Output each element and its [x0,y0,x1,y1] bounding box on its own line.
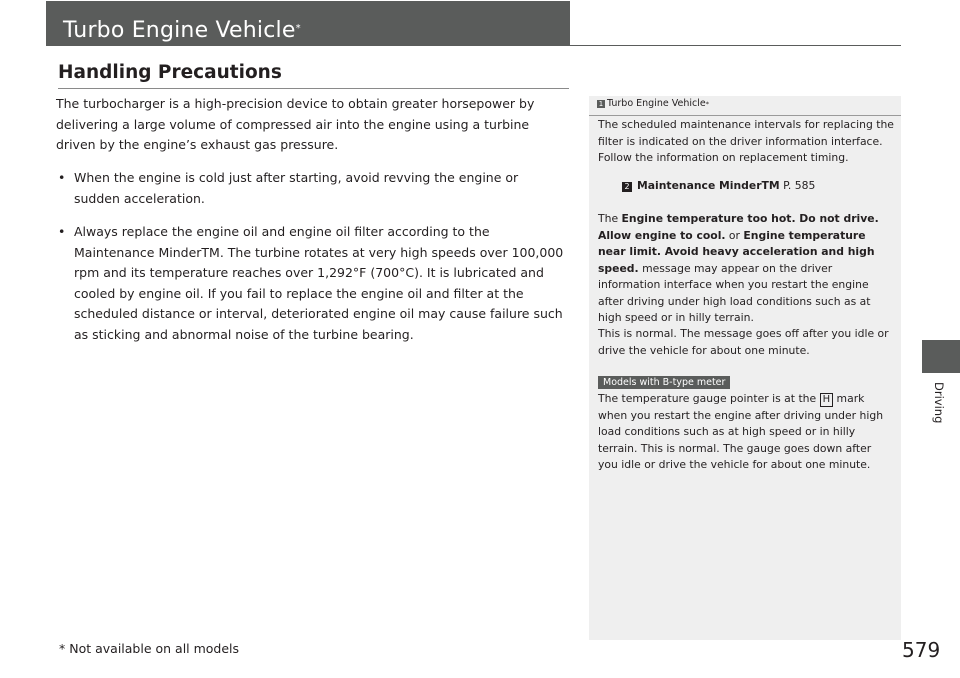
page-title-bar [46,1,570,46]
text-run: message may appear on the driver information interface when you restart the engine after driving under high load conditions such as at high speed or in hilly terrain. [598,261,871,324]
intro-paragraph: The turbocharger is a high-precision device to obtain greater horsepower by delivering a large volume of compressed air into the engine using a turbine driven by the engine’s exhaust gas pressure. [56,96,535,152]
chapter-label: Driving [932,382,946,424]
text-run: The [598,212,622,225]
text-run: or [725,228,744,242]
reference-page: P. 585 [779,179,816,192]
reference-label: Maintenance MinderTM [637,179,780,192]
reference-arrow-icon: 2 [622,182,632,192]
warning-message: Engine temperature near limit. Avoid heavy acceleration and high speed. [598,228,875,275]
text-run: The temperature gauge pointer is at the [598,392,820,405]
note-marker-icon: 1 [598,100,604,108]
sidebar-paragraph: The scheduled maintenance intervals for replacing the filter is indicated on the driver information interface. Follow the information on replacement timing. [598,118,894,164]
bullet-dot: • [58,170,66,185]
page-title: Turbo Engine Vehicle [63,18,296,43]
bullet-item [58,222,568,345]
footnote: * Not available on all models [59,641,240,656]
section-heading: Handling Precautions [58,62,282,83]
sidebar-paragraph [598,211,894,327]
warning-message: Engine temperature too hot. Do not drive. Allow engine to cool. [598,212,879,242]
title-rule [570,45,901,46]
sidebar-paragraph: This is normal. The message goes off after you idle or drive the vehicle for about one minute. [598,327,889,357]
bullet-text: When the engine is cold just after starting, avoid revving the engine or sudden acceleration. [74,170,519,206]
bullet-dot: • [58,224,66,239]
title-asterisk: * [295,23,301,34]
sidebar-title: Turbo Engine Vehicle [607,98,706,109]
text-run: mark when you restart the engine after driving under high load conditions such as at high speed or in hilly terrain. This is normal. The gauge goes down after you idle or drive the vehicle for about one minute. [598,392,884,471]
sidebar-heading [589,96,901,116]
heading-rule [58,88,569,89]
page-number: 579 [902,638,941,662]
sidebar-notes [589,96,901,640]
bullet-text: Always replace the engine oil and engine oil filter according to the Maintenance MinderTM. The turbine rotates at very high speeds over 100,000 rpm and its temperature reaches over 1,292°F (700°C). It is lubricated and cooled by engine oil. If you fail to replace the engine oil and filter at the scheduled distance or interval, deteriorated engine oil may cause failure such as sticking and abnormal noise of the turbine bearing. [74,224,564,342]
bullet-item [58,168,568,209]
cross-reference-link[interactable] [622,178,815,195]
sidebar-paragraph [598,391,894,474]
h-mark-icon: H [820,393,834,407]
sidebar-asterisk: * [705,100,709,108]
model-badge: Models with B-type meter [598,376,730,389]
chapter-tab[interactable] [922,340,960,373]
